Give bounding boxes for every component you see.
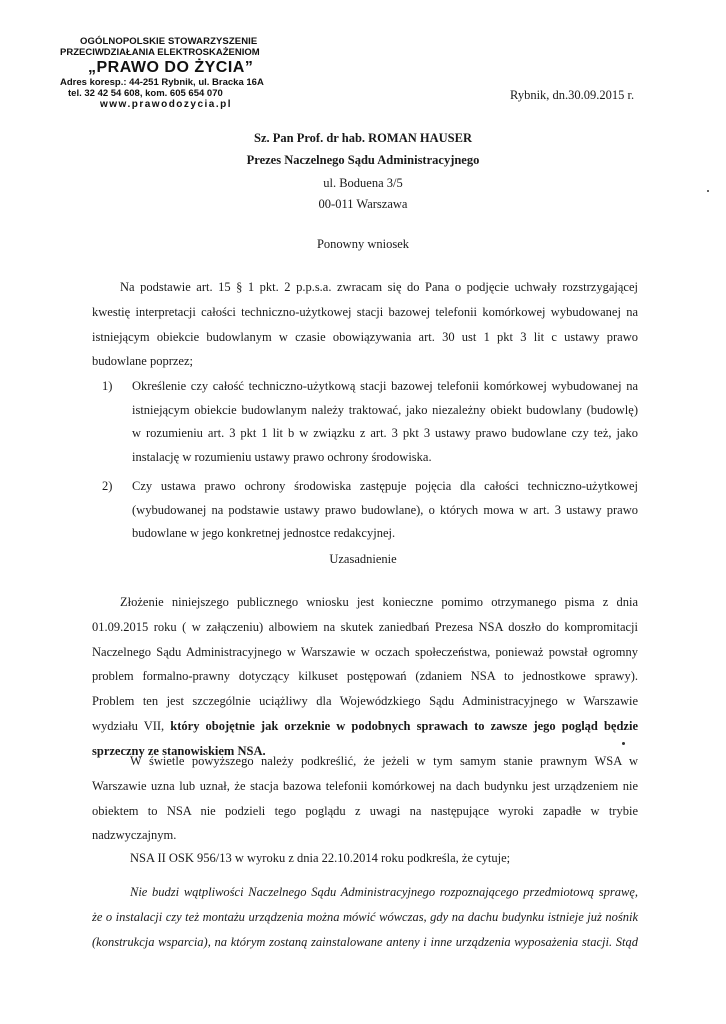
quote-paragraph bbox=[92, 880, 638, 954]
letter-date: Rybnik, dn.30.09.2015 r. bbox=[510, 88, 635, 102]
justification-line: Problem ten jest szczególnie uciążliwy dla Wojewódzkiego Sądu Administracyjnego w Warszawie bbox=[92, 694, 638, 709]
justification-line: Złożenie niniejszego publicznego wniosku jest konieczne pomimo otrzymanego pisma z dnia bbox=[120, 595, 638, 609]
item-line: w rozumieniu art. 3 pkt 1 lit b w związku z art. 3 pkt 3 ustawy prawo budowlane czy też, jako bbox=[132, 426, 638, 441]
justification-line-mixed bbox=[92, 714, 638, 739]
intro-line: budowlane poprzez; bbox=[92, 354, 194, 369]
recipient-name: Sz. Pan Prof. dr hab. ROMAN HAUSER bbox=[254, 131, 472, 145]
item-line: budowlane w jego konkretnej jednostce redakcyjnej. bbox=[132, 526, 396, 541]
item-line: (wybudowanej na podstawie ustawy prawo budowlane), o których mowa w art. 3 ustawy prawo bbox=[132, 502, 638, 517]
justification-line: 01.09.2015 roku ( w załączeniu) albowiem na skutek zaniedbań Prezesa NSA doszło do kompromitacji bbox=[92, 619, 638, 634]
quote-line: że o instalacji czy też montażu urządzenia można mówić wówczas, gdy na dachu budynku istnieje już nośnik bbox=[92, 909, 638, 924]
intro-line: istniejącym obiekcie budowlanym w czasie obowiązywania art. 30 ust 1 pkt 3 lit c ustawy prawo bbox=[92, 329, 638, 344]
paragraph-two bbox=[92, 749, 638, 848]
org-phone: tel. 32 42 54 608, kom. 605 654 070 bbox=[68, 88, 223, 99]
item-line: istniejącym obiekcie budowlanym należy traktować, jako niezależny obiekt budowlany (budowlę) bbox=[132, 402, 638, 417]
intro-line: Na podstawie art. 15 § 1 pkt. 2 p.p.s.a. zwracam się do Pana o podjęcie uchwały rozstrzygającej bbox=[120, 280, 638, 294]
paragraph-two-line: nadzwyczajnym. bbox=[92, 828, 177, 843]
org-line2: PRZECIWDZIAŁANIA ELEKTROSKAŻENIOM bbox=[60, 47, 260, 58]
org-website: www.prawodozycia.pl bbox=[100, 99, 233, 110]
item-line: instalację w rozumieniu ustawy prawo ochrony środowiska. bbox=[132, 450, 432, 465]
justification-bold-text: który obojętnie jak orzeknie w podobnych sprawach to zawsze jego pogląd będzie bbox=[170, 718, 639, 733]
justification-line: Naczelnego Sądu Administracyjnego w Warszawie w oczach społeczeństwa, ponieważ powstał ogromny bbox=[92, 644, 638, 659]
recipient-title: Prezes Naczelnego Sądu Administracyjnego bbox=[246, 153, 480, 167]
quote-line: (konstrukcja wsparcia), na którym zostaną zainstalowane anteny i inne urządzenia wyposażenia stacji. Stąd bbox=[92, 934, 638, 949]
paragraph-two-line: Warszawie uzna lub uznał, że stacja bazowa telefonii komórkowej na dach budynku jest urządzeniem nie bbox=[92, 778, 638, 793]
citation-intro-paragraph bbox=[92, 846, 638, 871]
item-number: 1) bbox=[102, 379, 113, 393]
recipient-city: 00-011 Warszawa bbox=[318, 197, 408, 211]
intro-line: kwestię interpretacji całości techniczno-użytkowej stacji bazowej telefonii komórkowej wybudowanej na bbox=[92, 304, 638, 319]
org-address: Adres koresp.: 44-251 Rybnik, ul. Bracka 16A bbox=[60, 77, 264, 88]
paragraph-two-line: obiektem to NSA nie podzieli tego poglądu z uwagi na następujące wyroki zapadłe w trybie bbox=[92, 803, 638, 818]
justification-paragraph bbox=[92, 590, 638, 764]
org-line1: OGÓLNOPOLSKIE STOWARZYSZENIE bbox=[80, 36, 258, 47]
citation-intro: NSA II OSK 956/13 w wyroku z dnia 22.10.2014 roku podkreśla, że cytuje; bbox=[130, 851, 511, 865]
item-line: Czy ustawa prawo ochrony środowiska zastępuje pojęcia dla całości techniczno-użytkowej bbox=[132, 479, 638, 493]
scan-speck bbox=[707, 190, 709, 192]
justification-line: problem formalno-prawny dotyczący kilkuset postępowań (zdaniem NSA to jednostkowe sprawy). bbox=[92, 669, 638, 684]
quote-line: Nie budzi wątpliwości Naczelnego Sądu Administracyjnego rozpoznającego przedmiotową sprawę, bbox=[130, 885, 638, 899]
org-name: „PRAWO DO ŻYCIA” bbox=[88, 59, 254, 76]
item-number: 2) bbox=[102, 479, 113, 493]
item-line: Określenie czy całość techniczno-użytkową stacji bazowej telefonii komórkowej wybudowanej na bbox=[132, 379, 638, 393]
paragraph-two-line: W świetle powyższego należy podkreślić, że jeżeli w tym samym stanie prawnym WSA w bbox=[130, 754, 638, 768]
scan-speck bbox=[622, 742, 625, 745]
letterhead-stamp bbox=[60, 36, 290, 111]
recipient-street: ul. Boduena 3/5 bbox=[323, 176, 403, 190]
justification-heading: Uzasadnienie bbox=[329, 552, 397, 566]
justification-normal-text: wydziału VII, bbox=[92, 718, 165, 733]
intro-paragraph bbox=[92, 275, 638, 374]
justification-bold-line: sprzeczny ze stanowiskiem NSA. bbox=[92, 743, 266, 758]
subject-heading: Ponowny wniosek bbox=[316, 237, 410, 251]
